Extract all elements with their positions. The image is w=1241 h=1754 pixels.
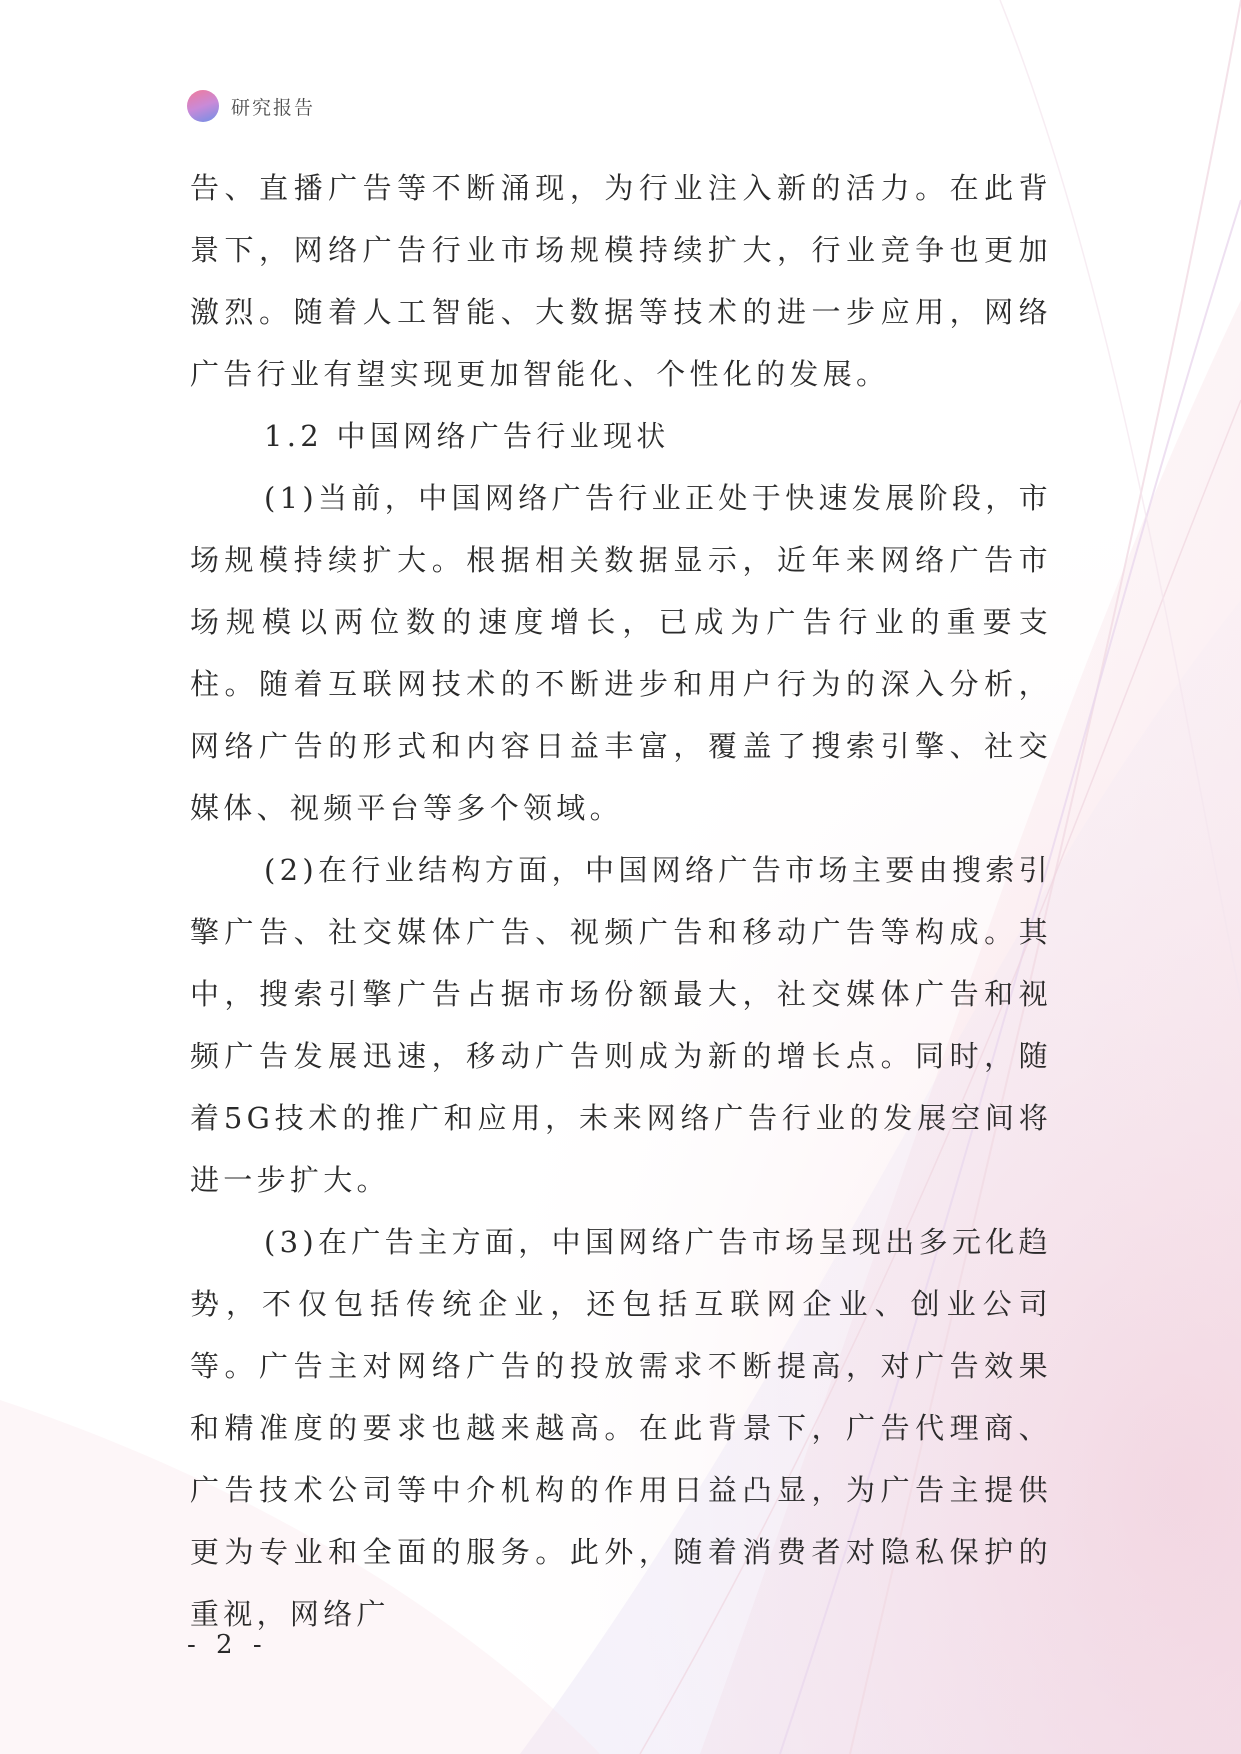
- report-header: [187, 90, 315, 122]
- paragraph-2: (2)在行业结构方面，中国网络广告市场主要由搜索引擎广告、社交媒体广告、视频广告和移动广告等构成。其中，搜索引擎广告占据市场份额最大，社交媒体广告和视频广告发展迅速，移动广告则成为新的增长点。同时，随着5G技术的推广和应用，未来网络广告行业的发展空间将进一步扩大。: [190, 853, 1052, 1197]
- page-number: - 2 -: [187, 1630, 268, 1660]
- header-title: 研究报告: [231, 96, 316, 119]
- document-body: [190, 157, 1052, 1645]
- paragraph-1: (1)当前，中国网络广告行业正处于快速发展阶段，市场规模持续扩大。根据相关数据显示，近年来网络广告市场规模以两位数的速度增长，已成为广告行业的重要支柱。随着互联网技术的不断进步和用户行为的深入分析，网络广告的形式和内容日益丰富，覆盖了搜索引擎、社交媒体、视频平台等多个领域。: [190, 481, 1052, 825]
- logo-circle-icon: [187, 90, 219, 122]
- paragraph-3: (3)在广告主方面，中国网络广告市场呈现出多元化趋势，不仅包括传统企业，还包括互联网企业、创业公司等。广告主对网络广告的投放需求不断提高，对广告效果和精准度的要求也越来越高。在此背景下，广告代理商、广告技术公司等中介机构的作用日益凸显，为广告主提供更为专业和全面的服务。此外，随着消费者对隐私保护的重视，网络广: [190, 1225, 1052, 1631]
- intro-paragraph: 告、直播广告等不断涌现，为行业注入新的活力。在此背景下，网络广告行业市场规模持续扩大，行业竞争也更加激烈。随着人工智能、大数据等技术的进一步应用，网络广告行业有望实现更加智能化、个性化的发展。: [190, 171, 1052, 391]
- section-heading: 1.2 中国网络广告行业现状: [264, 419, 670, 453]
